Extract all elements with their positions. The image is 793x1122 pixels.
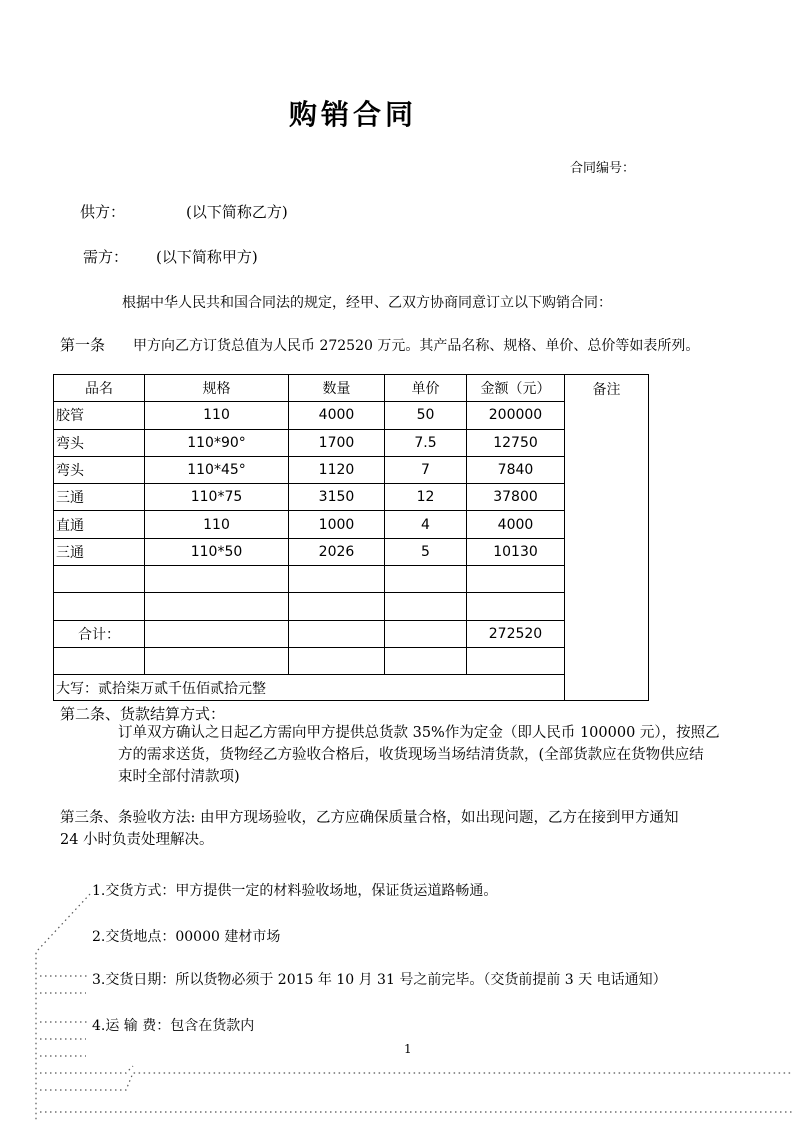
table-header-row (54, 375, 649, 402)
table-cell (467, 566, 565, 593)
contract-number-label: 合同编号： (570, 161, 636, 176)
article3-line: 第三条、条验收方法: 由甲方现场验收，乙方应确保质量合格，如出现问题，乙方在接到甲方通知 (60, 810, 679, 826)
article3-body (60, 807, 679, 851)
table-row (54, 593, 649, 620)
article2-line: 订单双方确认之日起乙方需向甲方提供总货款 35%作为定金（即人民币 100000 元），按照乙 (118, 725, 720, 741)
table-cell: 4000 (467, 511, 565, 538)
table-cell: 7840 (467, 456, 565, 483)
table-cell: 110 (145, 402, 289, 429)
supplier-abbreviation: (以下简称乙方) (186, 203, 288, 221)
capital-amount-row (54, 675, 649, 701)
intro-paragraph: 根据中华人民共和国合同法的规定，经甲、乙双方协商同意订立以下购销合同： (122, 295, 612, 311)
table-cell: 110*50 (145, 538, 289, 565)
table-cell (145, 647, 289, 674)
table-row (54, 538, 649, 565)
table-cell (145, 620, 289, 647)
table-cell (385, 647, 467, 674)
table-cell: 弯头 (54, 456, 145, 483)
supplier-label: 供方： (80, 203, 126, 221)
header-cell: 规格 (145, 375, 289, 402)
table-cell (54, 593, 145, 620)
table-cell: 1120 (289, 456, 385, 483)
remarks-column: 备注 (565, 375, 649, 701)
table-cell: 50 (385, 402, 467, 429)
total-label: 合计： (54, 620, 145, 647)
table-cell (145, 566, 289, 593)
table-cell (145, 593, 289, 620)
table-cell (289, 647, 385, 674)
buyer-label: 需方： (83, 248, 129, 266)
table-cell (385, 620, 467, 647)
table-cell (289, 593, 385, 620)
buyer-abbreviation: (以下简称甲方) (156, 248, 258, 266)
table-cell: 三通 (54, 484, 145, 511)
table-cell: 12 (385, 484, 467, 511)
table-cell: 110 (145, 511, 289, 538)
table-cell: 7 (385, 456, 467, 483)
article2-label: 第二条、货款结算方式： (60, 705, 226, 723)
article1-text: 甲方向乙方订货总值为人民币 272520 万元。其产品名称、规格、单价、总价等如表所列。 (133, 338, 700, 354)
delivery-location: 2.交货地点：00000 建材市场 (92, 929, 281, 945)
header-cell: 金额（元） (467, 375, 565, 402)
table-cell (467, 593, 565, 620)
article2-line: 束时全部付清款项) (118, 769, 240, 785)
contract-title: 购销合同 (289, 98, 418, 131)
table-cell: 胶管 (54, 402, 145, 429)
table-cell (385, 566, 467, 593)
table-cell: 12750 (467, 429, 565, 456)
table-row (54, 566, 649, 593)
table-cell (467, 647, 565, 674)
table-cell: 7.5 (385, 429, 467, 456)
page-number: 1 (404, 1042, 412, 1056)
table-cell: 1000 (289, 511, 385, 538)
table-cell: 5 (385, 538, 467, 565)
table-cell: 37800 (467, 484, 565, 511)
table-row (54, 511, 649, 538)
table-cell: 1700 (289, 429, 385, 456)
table-cell: 110*90° (145, 429, 289, 456)
table-cell (54, 566, 145, 593)
header-cell: 品名 (54, 375, 145, 402)
table-cell: 弯头 (54, 429, 145, 456)
table-cell: 4000 (289, 402, 385, 429)
table-cell: 110*45° (145, 456, 289, 483)
table-cell (289, 620, 385, 647)
table-cell: 3150 (289, 484, 385, 511)
capital-amount: 大写：贰拾柒万贰千伍佰贰拾元整 (54, 675, 565, 701)
article2-line: 方的需求送货，货物经乙方验收合格后，收货现场当场结清货款，(全部货款应在货物供应结 (118, 747, 704, 763)
table-row (54, 429, 649, 456)
total-amount: 272520 (467, 620, 565, 647)
article2-body (118, 722, 720, 788)
table-cell: 110*75 (145, 484, 289, 511)
header-cell: 数量 (289, 375, 385, 402)
table-row (54, 402, 649, 429)
margin-dotted-lines (28, 880, 793, 1122)
table-cell (289, 566, 385, 593)
table-cell: 4 (385, 511, 467, 538)
delivery-method: 1.交货方式：甲方提供一定的材料验收场地，保证货运道路畅通。 (92, 883, 498, 899)
table-cell (54, 647, 145, 674)
table-cell: 2026 (289, 538, 385, 565)
article1-label: 第一条 (60, 336, 106, 354)
transport-fee: 4.运 输 费：包含在货款内 (92, 1018, 255, 1034)
table-row (54, 456, 649, 483)
table-cell (385, 593, 467, 620)
table-cell: 三通 (54, 538, 145, 565)
table-row (54, 647, 649, 674)
article3-line: 24 小时负责处理解决。 (60, 832, 214, 848)
table-total-row (54, 620, 649, 647)
table-cell: 直通 (54, 511, 145, 538)
table-cell: 200000 (467, 402, 565, 429)
header-cell: 单价 (385, 375, 467, 402)
delivery-date: 3.交货日期：所以货物必须于 2015 年 10 月 31 号之前完毕。（交货前提前 3 天 电话通知） (92, 972, 667, 988)
goods-table (53, 374, 649, 701)
table-row (54, 484, 649, 511)
table-cell: 10130 (467, 538, 565, 565)
